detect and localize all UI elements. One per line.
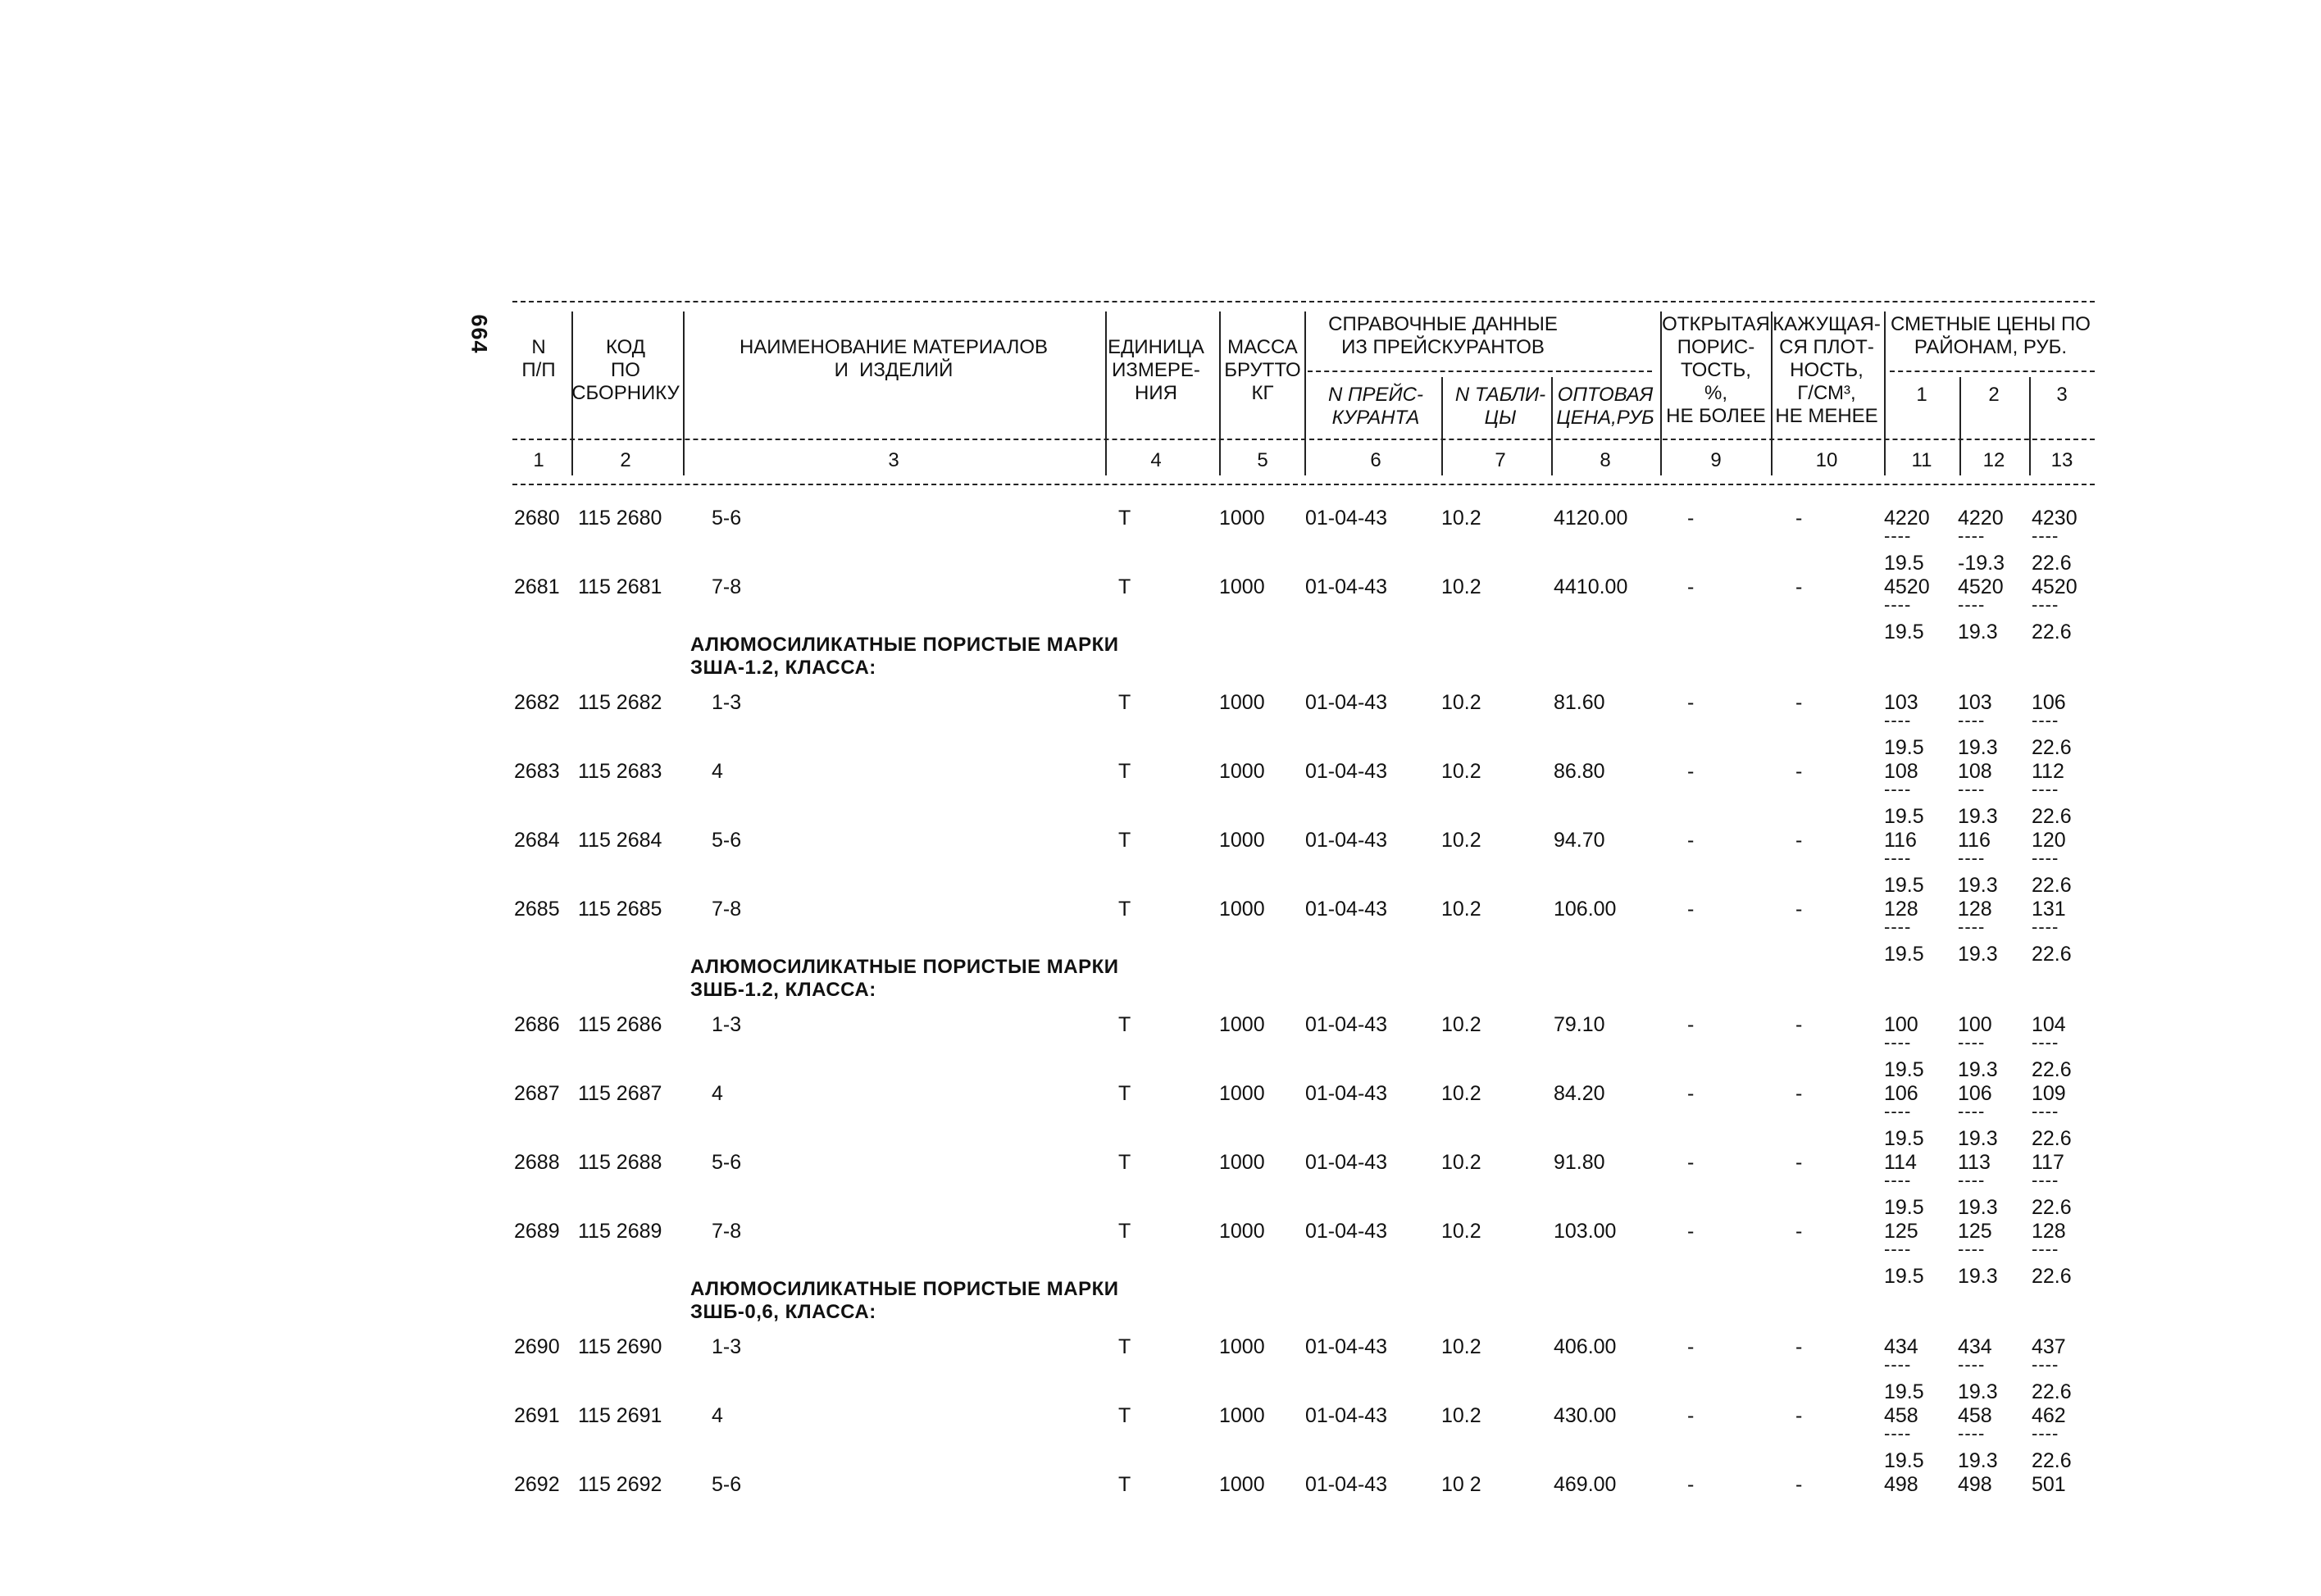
cell-wholesale: 84.20	[1554, 1082, 1605, 1105]
price-p1: 114	[1884, 1151, 1917, 1174]
group-heading: АЛЮМОСИЛИКАТНЫЕ ПОРИСТЫЕ МАРКИ ЗША-1.2, КЛАССА:	[690, 634, 1119, 679]
cell-table: 10.2	[1441, 691, 1481, 714]
cell-density: -	[1795, 1013, 1803, 1036]
cell-unit: Т	[1118, 898, 1131, 921]
header-bottom-rule	[512, 484, 2095, 485]
fraction-bar: ----	[2032, 1170, 2059, 1190]
cell-wholesale: 4410.00	[1554, 575, 1628, 598]
column-number: 7	[1495, 449, 1506, 471]
header-col-12: 2	[1988, 384, 2000, 406]
price-p1: 434	[1884, 1335, 1918, 1358]
fraction-bar: ----	[2032, 1239, 2059, 1259]
divisor-p2: 19.3	[1958, 1058, 1998, 1081]
cell-mass: 1000	[1219, 1082, 1265, 1105]
divisor-p3: 22.6	[2032, 552, 2072, 575]
cell-name: 1-3	[712, 691, 742, 714]
price-p1: 128	[1884, 898, 1918, 921]
price-p2: 108	[1958, 760, 1992, 783]
divisor-p3: 22.6	[2032, 805, 2072, 828]
price-p2: 128	[1958, 898, 1992, 921]
cell-code: 115 2680	[578, 507, 662, 530]
header-col-4: ЕДИНИЦА ИЗМЕРЕ- НИЯ	[1108, 336, 1204, 404]
fraction-bar: ----	[1884, 1101, 1912, 1121]
divisor-p3: 22.6	[2032, 1127, 2072, 1150]
cell-n: 2684	[514, 829, 560, 852]
price-p1: 498	[1884, 1473, 1918, 1496]
column-number: 11	[1911, 449, 1932, 471]
cell-name: 5-6	[712, 507, 742, 530]
fraction-bar: ----	[2032, 848, 2059, 868]
header-col-8: ОПТОВАЯ ЦЕНА,РУБ	[1556, 384, 1654, 429]
cell-mass: 1000	[1219, 1473, 1265, 1496]
cell-mass: 1000	[1219, 760, 1265, 783]
cell-price-list: 01-04-43	[1305, 898, 1388, 921]
column-number: 2	[620, 449, 631, 471]
cell-name: 4	[712, 1082, 723, 1105]
cell-mass: 1000	[1219, 1151, 1265, 1174]
divisor-p1: 19.5	[1884, 1196, 1924, 1219]
cell-wholesale: 469.00	[1554, 1473, 1617, 1496]
cell-unit: Т	[1118, 575, 1131, 598]
cell-table: 10.2	[1441, 575, 1481, 598]
cell-code: 115 2688	[578, 1151, 662, 1174]
fraction-bar: ----	[1958, 710, 1986, 730]
divisor-p3: 22.6	[2032, 1058, 2072, 1081]
cell-price-list: 01-04-43	[1305, 1473, 1388, 1496]
fraction-bar: ----	[2032, 1101, 2059, 1121]
cell-code: 115 2692	[578, 1473, 662, 1496]
header-col-9: ОТКРЫТАЯ ПОРИС- ТОСТЬ, %, НЕ БОЛЕЕ	[1662, 313, 1770, 427]
cell-table: 10.2	[1441, 1404, 1481, 1427]
cell-n: 2690	[514, 1335, 560, 1358]
cell-name: 7-8	[712, 1220, 742, 1243]
cell-mass: 1000	[1219, 507, 1265, 530]
divisor-p1: 19.5	[1884, 874, 1924, 897]
price-p3: 128	[2032, 1220, 2066, 1243]
fraction-bar: ----	[1884, 1423, 1912, 1444]
fraction-bar: ----	[2032, 1423, 2059, 1444]
fraction-bar: ----	[1958, 1354, 1986, 1375]
header-divider	[2029, 377, 2031, 475]
header-divider	[1219, 311, 1221, 475]
cell-price-list: 01-04-43	[1305, 1082, 1388, 1105]
price-p1: 458	[1884, 1404, 1918, 1427]
fraction-bar: ----	[1884, 710, 1912, 730]
cell-table: 10.2	[1441, 898, 1481, 921]
divisor-p2: -19.3	[1958, 552, 2005, 575]
cell-table: 10.2	[1441, 1013, 1481, 1036]
divisor-p2: 19.3	[1958, 1127, 1998, 1150]
cell-code: 115 2685	[578, 898, 662, 921]
cell-price-list: 01-04-43	[1305, 507, 1388, 530]
header-col-6: N ПРЕЙС- КУРАНТА	[1328, 384, 1423, 429]
fraction-bar: ----	[2032, 916, 2059, 937]
cell-density: -	[1795, 1082, 1803, 1105]
column-number: 9	[1710, 449, 1722, 471]
price-p2: 498	[1958, 1473, 1992, 1496]
cell-table: 10.2	[1441, 1220, 1481, 1243]
cell-table: 10.2	[1441, 760, 1481, 783]
header-ref-group: СПРАВОЧНЫЕ ДАННЫЕ ИЗ ПРЕЙСКУРАНТОВ	[1328, 313, 1558, 358]
column-number: 12	[1982, 449, 2005, 471]
divisor-p1: 19.5	[1884, 805, 1924, 828]
cell-code: 115 2682	[578, 691, 662, 714]
cell-name: 7-8	[712, 898, 742, 921]
cell-porosity: -	[1687, 691, 1695, 714]
divisor-p3: 22.6	[2032, 736, 2072, 759]
cell-n: 2692	[514, 1473, 560, 1496]
cell-price-list: 01-04-43	[1305, 760, 1388, 783]
price-p3: 437	[2032, 1335, 2066, 1358]
cell-name: 7-8	[712, 575, 742, 598]
divisor-p2: 19.3	[1958, 1380, 1998, 1403]
price-p1: 100	[1884, 1013, 1918, 1036]
group-heading: АЛЮМОСИЛИКАТНЫЕ ПОРИСТЫЕ МАРКИ ЗШБ-0,6, КЛАССА:	[690, 1278, 1119, 1323]
divisor-p3: 22.6	[2032, 621, 2072, 643]
cell-porosity: -	[1687, 1220, 1695, 1243]
divisor-p1: 19.5	[1884, 552, 1924, 575]
price-p3: 4230	[2032, 507, 2078, 530]
cell-code: 115 2691	[578, 1404, 662, 1427]
divisor-p2: 19.3	[1958, 736, 1998, 759]
fraction-bar: ----	[1884, 594, 1912, 615]
column-number: 6	[1370, 449, 1381, 471]
cell-wholesale: 81.60	[1554, 691, 1605, 714]
cell-code: 115 2689	[578, 1220, 662, 1243]
header-col-2: КОД ПО СБОРНИКУ	[571, 336, 680, 404]
cell-porosity: -	[1687, 1404, 1695, 1427]
price-p1: 106	[1884, 1082, 1918, 1105]
cell-wholesale: 430.00	[1554, 1404, 1617, 1427]
header-col-3: НАИМЕНОВАНИЕ МАТЕРИАЛОВ И ИЗДЕЛИЙ	[739, 336, 1049, 381]
cell-n: 2685	[514, 898, 560, 921]
header-mid-rule	[512, 439, 2095, 440]
cell-wholesale: 79.10	[1554, 1013, 1605, 1036]
cell-name: 4	[712, 1404, 723, 1427]
price-p3: 501	[2032, 1473, 2066, 1496]
header-price-group: СМЕТНЫЕ ЦЕНЫ ПО РАЙОНАМ, РУБ.	[1891, 313, 2091, 358]
cell-mass: 1000	[1219, 1335, 1265, 1358]
divisor-p2: 19.3	[1958, 1265, 1998, 1288]
fraction-bar: ----	[1958, 916, 1986, 937]
cell-code: 115 2681	[578, 575, 662, 598]
divisor-p3: 22.6	[2032, 1265, 2072, 1288]
price-p2: 113	[1958, 1151, 1991, 1174]
price-p2: 103	[1958, 691, 1992, 714]
fraction-bar: ----	[2032, 779, 2059, 799]
price-p3: 106	[2032, 691, 2066, 714]
column-number: 1	[533, 449, 544, 471]
cell-wholesale: 94.70	[1554, 829, 1605, 852]
column-number: 4	[1150, 449, 1162, 471]
price-p1: 108	[1884, 760, 1918, 783]
fraction-bar: ----	[1884, 525, 1912, 546]
cell-unit: Т	[1118, 1473, 1131, 1496]
cell-porosity: -	[1687, 829, 1695, 852]
price-p2: 116	[1958, 829, 1991, 852]
cell-unit: Т	[1118, 1082, 1131, 1105]
price-p3: 109	[2032, 1082, 2066, 1105]
divisor-p2: 19.3	[1958, 943, 1998, 966]
cell-unit: Т	[1118, 1335, 1131, 1358]
cell-density: -	[1795, 760, 1803, 783]
fraction-bar: ----	[1884, 1032, 1912, 1053]
cell-unit: Т	[1118, 760, 1131, 783]
header-divider	[1551, 377, 1553, 475]
cell-table: 10.2	[1441, 1082, 1481, 1105]
cell-porosity: -	[1687, 1473, 1695, 1496]
cell-price-list: 01-04-43	[1305, 691, 1388, 714]
cell-unit: Т	[1118, 829, 1131, 852]
fraction-bar: ----	[1958, 848, 1986, 868]
cell-mass: 1000	[1219, 829, 1265, 852]
price-p2: 125	[1958, 1220, 1992, 1243]
cell-code: 115 2686	[578, 1013, 662, 1036]
fraction-bar: ----	[2032, 594, 2059, 615]
price-p2: 458	[1958, 1404, 1992, 1427]
cell-unit: Т	[1118, 691, 1131, 714]
cell-porosity: -	[1687, 1335, 1695, 1358]
cell-density: -	[1795, 1220, 1803, 1243]
price-p3: 117	[2032, 1151, 2064, 1174]
price-p1: 4220	[1884, 507, 1930, 530]
divisor-p1: 19.5	[1884, 1058, 1924, 1081]
cell-unit: Т	[1118, 507, 1131, 530]
divisor-p1: 19.5	[1884, 1449, 1924, 1472]
price-sub-rule	[1890, 371, 2095, 372]
divisor-p2: 19.3	[1958, 1196, 1998, 1219]
cell-price-list: 01-04-43	[1305, 1013, 1388, 1036]
cell-name: 5-6	[712, 829, 742, 852]
cell-wholesale: 91.80	[1554, 1151, 1605, 1174]
cell-price-list: 01-04-43	[1305, 1404, 1388, 1427]
fraction-bar: ----	[2032, 1032, 2059, 1053]
column-number: 8	[1600, 449, 1611, 471]
fraction-bar: ----	[1884, 916, 1912, 937]
header-col-5: МАССА БРУТТО КГ	[1224, 336, 1301, 404]
price-p1: 125	[1884, 1220, 1918, 1243]
divisor-p1: 19.5	[1884, 736, 1924, 759]
ref-sub-rule	[1308, 371, 1652, 372]
cell-porosity: -	[1687, 898, 1695, 921]
cell-unit: Т	[1118, 1151, 1131, 1174]
fraction-bar: ----	[1884, 1354, 1912, 1375]
cell-wholesale: 106.00	[1554, 898, 1617, 921]
price-p2: 4220	[1958, 507, 2004, 530]
column-number: 3	[888, 449, 899, 471]
cell-density: -	[1795, 829, 1803, 852]
cell-name: 5-6	[712, 1151, 742, 1174]
divisor-p3: 22.6	[2032, 943, 2072, 966]
cell-price-list: 01-04-43	[1305, 575, 1388, 598]
cell-code: 115 2684	[578, 829, 662, 852]
divisor-p3: 22.6	[2032, 874, 2072, 897]
header-col-13: 3	[2056, 384, 2068, 406]
price-p1: 116	[1884, 829, 1917, 852]
cell-n: 2691	[514, 1404, 560, 1427]
cell-porosity: -	[1687, 575, 1695, 598]
divisor-p3: 22.6	[2032, 1380, 2072, 1403]
cell-porosity: -	[1687, 1013, 1695, 1036]
cell-code: 115 2683	[578, 760, 662, 783]
fraction-bar: ----	[1884, 779, 1912, 799]
price-p3: 131	[2032, 898, 2066, 921]
cell-price-list: 01-04-43	[1305, 829, 1388, 852]
column-number: 13	[2050, 449, 2073, 471]
page-number: 664	[466, 314, 492, 354]
fraction-bar: ----	[1884, 848, 1912, 868]
header-divider	[683, 311, 685, 475]
fraction-bar: ----	[2032, 525, 2059, 546]
price-p3: 120	[2032, 829, 2066, 852]
header-divider	[1959, 377, 1961, 475]
price-p2: 434	[1958, 1335, 1992, 1358]
fraction-bar: ----	[1884, 1170, 1912, 1190]
fraction-bar: ----	[1958, 1170, 1986, 1190]
column-number: 10	[1815, 449, 1838, 471]
cell-n: 2681	[514, 575, 560, 598]
cell-mass: 1000	[1219, 691, 1265, 714]
cell-table: 10.2	[1441, 1151, 1481, 1174]
fraction-bar: ----	[1958, 1239, 1986, 1259]
cell-table: 10 2	[1441, 1473, 1481, 1496]
price-p2: 106	[1958, 1082, 1992, 1105]
header-divider	[1105, 311, 1107, 475]
cell-density: -	[1795, 1151, 1803, 1174]
fraction-bar: ----	[2032, 1354, 2059, 1375]
header-divider	[1304, 311, 1306, 475]
divisor-p1: 19.5	[1884, 1127, 1924, 1150]
cell-name: 1-3	[712, 1013, 742, 1036]
cell-density: -	[1795, 1404, 1803, 1427]
price-p3: 112	[2032, 760, 2064, 783]
divisor-p3: 22.6	[2032, 1449, 2072, 1472]
price-p3: 462	[2032, 1404, 2066, 1427]
cell-density: -	[1795, 507, 1803, 530]
cell-price-list: 01-04-43	[1305, 1335, 1388, 1358]
price-p3: 104	[2032, 1013, 2066, 1036]
cell-wholesale: 103.00	[1554, 1220, 1617, 1243]
header-divider	[1884, 311, 1886, 475]
cell-mass: 1000	[1219, 1404, 1265, 1427]
cell-density: -	[1795, 691, 1803, 714]
fraction-bar: ----	[1958, 1101, 1986, 1121]
header-col-11: 1	[1916, 384, 1927, 406]
header-col-1: N П/П	[521, 336, 556, 381]
fraction-bar: ----	[1958, 594, 1986, 615]
divisor-p2: 19.3	[1958, 621, 1998, 643]
divisor-p1: 19.5	[1884, 1380, 1924, 1403]
header-col-7: N ТАБЛИ- ЦЫ	[1454, 384, 1546, 429]
cell-mass: 1000	[1219, 898, 1265, 921]
cell-price-list: 01-04-43	[1305, 1220, 1388, 1243]
cell-n: 2682	[514, 691, 560, 714]
cell-mass: 1000	[1219, 1013, 1265, 1036]
divisor-p2: 19.3	[1958, 1449, 1998, 1472]
cell-unit: Т	[1118, 1220, 1131, 1243]
cell-n: 2686	[514, 1013, 560, 1036]
cell-name: 5-6	[712, 1473, 742, 1496]
header-divider	[1441, 377, 1443, 475]
cell-porosity: -	[1687, 760, 1695, 783]
header-top-rule	[512, 301, 2095, 302]
divisor-p1: 19.5	[1884, 1265, 1924, 1288]
divisor-p1: 19.5	[1884, 621, 1924, 643]
cell-table: 10.2	[1441, 507, 1481, 530]
cell-porosity: -	[1687, 1082, 1695, 1105]
cell-code: 115 2690	[578, 1335, 662, 1358]
cell-wholesale: 4120.00	[1554, 507, 1628, 530]
cell-name: 1-3	[712, 1335, 742, 1358]
fraction-bar: ----	[2032, 710, 2059, 730]
cell-density: -	[1795, 1473, 1803, 1496]
cell-name: 4	[712, 760, 723, 783]
cell-code: 115 2687	[578, 1082, 662, 1105]
cell-table: 10.2	[1441, 1335, 1481, 1358]
cell-porosity: -	[1687, 1151, 1695, 1174]
fraction-bar: ----	[1884, 1239, 1912, 1259]
cell-n: 2689	[514, 1220, 560, 1243]
cell-unit: Т	[1118, 1404, 1131, 1427]
price-p2: 100	[1958, 1013, 1992, 1036]
cell-density: -	[1795, 898, 1803, 921]
cell-table: 10.2	[1441, 829, 1481, 852]
price-p3: 4520	[2032, 575, 2078, 598]
cell-porosity: -	[1687, 507, 1695, 530]
fraction-bar: ----	[1958, 1423, 1986, 1444]
price-p1: 103	[1884, 691, 1918, 714]
cell-n: 2688	[514, 1151, 560, 1174]
group-heading: АЛЮМОСИЛИКАТНЫЕ ПОРИСТЫЕ МАРКИ ЗШБ-1.2, КЛАССА:	[690, 956, 1119, 1001]
cell-unit: Т	[1118, 1013, 1131, 1036]
cell-n: 2687	[514, 1082, 560, 1105]
cell-mass: 1000	[1219, 1220, 1265, 1243]
cell-n: 2683	[514, 760, 560, 783]
divisor-p3: 22.6	[2032, 1196, 2072, 1219]
column-number: 5	[1257, 449, 1268, 471]
fraction-bar: ----	[1958, 525, 1986, 546]
cell-price-list: 01-04-43	[1305, 1151, 1388, 1174]
header-col-10: КАЖУЩАЯ- СЯ ПЛОТ- НОСТЬ, Г/СМ³, НЕ МЕНЕЕ	[1773, 313, 1881, 427]
cell-n: 2680	[514, 507, 560, 530]
fraction-bar: ----	[1958, 779, 1986, 799]
cell-density: -	[1795, 575, 1803, 598]
divisor-p2: 19.3	[1958, 874, 1998, 897]
cell-density: -	[1795, 1335, 1803, 1358]
cell-wholesale: 406.00	[1554, 1335, 1617, 1358]
fraction-bar: ----	[1958, 1032, 1986, 1053]
cell-mass: 1000	[1219, 575, 1265, 598]
price-p2: 4520	[1958, 575, 2004, 598]
cell-wholesale: 86.80	[1554, 760, 1605, 783]
price-p1: 4520	[1884, 575, 1930, 598]
divisor-p1: 19.5	[1884, 943, 1924, 966]
divisor-p2: 19.3	[1958, 805, 1998, 828]
